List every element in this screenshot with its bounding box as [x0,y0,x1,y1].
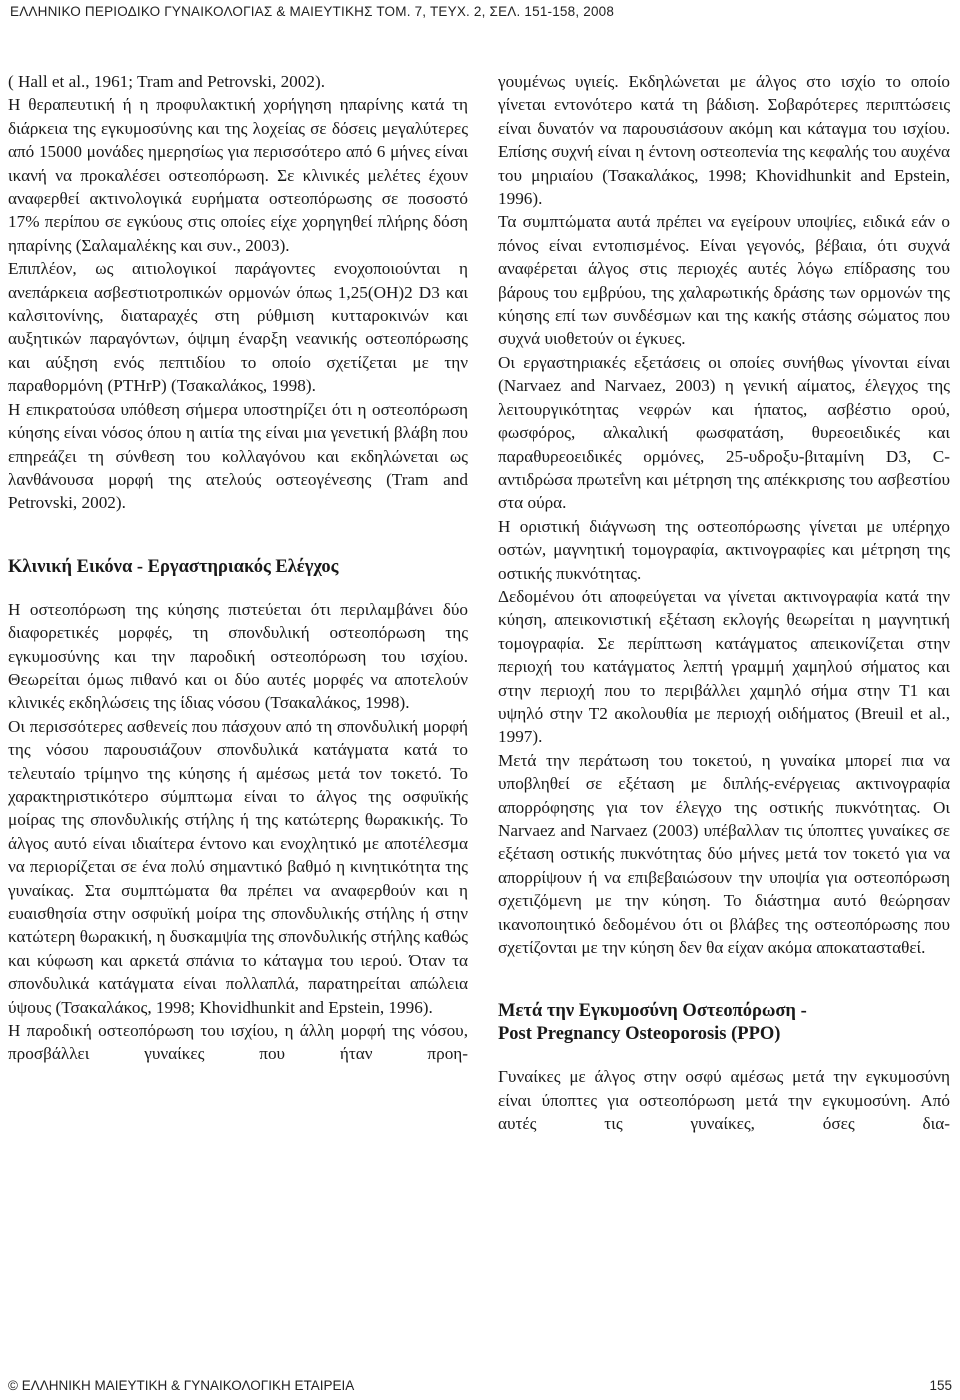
section-heading-line: Μετά την Εγκυμοσύνη Οστεοπόρωση - [498,1001,807,1022]
section-heading-clinical-picture: Κλινική Εικόνα - Εργαστηριακός Ελέγχος [8,556,339,577]
paragraph: Γυναίκες με άλγος στην οσφύ αμέσως μετά την εγκυμοσύνη είναι ύποπτες για οστεοπόρωση μετά την εγκυμοσύνη. Από αυτές τις γυναίκες, όσες δια- [498,1067,950,1134]
paragraph: Επιπλέον, ως αιτιολογικοί παράγοντες ενοχοποιούνται η ανεπάρκεια ασβεστιοτροπικών ορμονών όπως 1,25(OH)2 D3 και καλσιτονίνης, διαταραχές στη ρύθμιση κυτταροκινών και αυξητικών παραγόντων, όψιμη έναρξη νεανικής οστεοπόρωσης και αύξηση ενός πεπτιδίου το οποίο σχετίζεται με την παραθορμόνη (PTHrP) (Τσακαλάκος, 1998). [8,259,468,396]
paragraph: Η παροδική οστεοπόρωση του ισχίου, η άλλη μορφή της νόσου, προσβάλλει γυναίκες που ήταν προη- [8,1021,468,1064]
paragraph: ( Hall et al., 1961; Tram and Petrovski, 2002). [8,72,325,91]
paragraph: Η οστεοπόρωση της κύησης πιστεύεται ότι περιλαμβάνει δύο διαφορετικές μορφές, τη σπονδυλική οστεοπόρωση της εγκυμοσύνης και την παροδική οστεοπόρωση του ισχίου. Θεωρείται όμως πιθανό και οι δύο αυτές μορφές να αποτελούν κλινικές εκδηλώσεις της ίδιας νόσου (Τσακαλάκος, 1998). [8,599,468,713]
page-footer [8,1378,952,1393]
paragraph: Οι περισσότερες ασθενείς που πάσχουν από τη σπονδυλική μορφή της νόσου παρουσιάζουν σπονδυλικά κατάγματα κατά το τελευταίο τρίμηνο της κύησης ή αμέσως μετά τον τοκετό. Το χαρακτηριστικότερο σύμπτωμα είναι το άλγος της οσφυϊκής μοίρας της σπονδυλικής στήλης ή της κατώτερης θωρακικής. Το άλγος αυτό είναι ιδιαίτερα έντονο και ενοχλητικό με αποτέλεσμα να περιορίζεται σε ένα πολύ σημαντικό βαθμό η κινητικότητα της γυναίκας. Στα συμπτώματα θα πρέπει να αναφερθούν και η ευαισθησία στην οσφυϊκή μοίρα της σπονδυλικής στήλης ή στην κατώτερη θωρακική, η δυσκαμψία της σπονδυλικής στήλης καθώς και κύφωση και αρκετά σπάνια το κάταγμα του ιερού. Όταν τα σπονδυλικά κατάγματα είναι πολλαπλά, παρατηρείται απώλεια ύψους (Τσακαλάκος, 1998; Khovidhunkit and Epstein, 1996). [8,716,468,1017]
running-head: ΕΛΛΗΝΙΚΟ ΠΕΡΙΟΔΙΚΟ ΓΥΝΑΙΚΟΛΟΓΙΑΣ & ΜΑΙΕΥΤΙΚΗΣ ΤΟΜ. 7, ΤΕΥΧ. 2, ΣΕΛ. 151-158, 2008 [10,4,615,19]
left-column [8,70,468,1066]
paragraph: Τα συμπτώματα αυτά πρέπει να εγείρουν υποψίες, ειδικά εάν ο πόνος είναι εντοπισμένος. Είναι γεγονός, βέβαια, ότι συχνά αναφέρεται άλγος στις περιοχές αυτές λόγω επίδρασης του βάρους του εμβρύου, της χαλαρωτικής δράσης των ορμονών της κύησης επί των συνδέσμων και της κακής στάσης σώματος που συχνά υιοθετούν οι έγκυες. [498,212,950,349]
paragraph: Η θεραπευτική ή η προφυλακτική χορήγηση ηπαρίνης κατά τη διάρκεια της εγκυμοσύνης και της λοχείας σε δόσεις μεγαλύτερες από 15000 μονάδες ημερησίως για περισσότερο από 6 μήνες είναι ικανή να προκαλέσει οστεοπόρωση. Σε κλινικές μελέτες έχουν αναφερθεί ακτινολογικά ευρήματα οστεοπόρωσης σε ποσοστό 17% περίπου σε εγκύους στις οποίες είχε χορηγηθεί πλήρης δόση ηπαρίνης (Σαλαμαλέκης και συν., 2003). [8,95,468,255]
paragraph: Η επικρατούσα υπόθεση σήμερα υποστηρίζει ότι η οστεοπόρωση κύησης είναι νόσος όπου η αιτία της είναι μια γενετική βλάβη που επηρεάζει τη σύνθεση του κολλαγόνου και εκδηλώνεται ως λανθάνουσα μορφή της ατελούς οστεογένεσης (Tram and Petrovski, 2002). [8,399,468,513]
paragraph: Η οριστική διάγνωση της οστεοπόρωσης γίνεται με υπέρηχο οστών, μαγνητική τομογραφία, ακτινογραφίες και μέτρηση της οστικής πυκνότητας. [498,516,950,583]
paragraph: Μετά την περάτωση του τοκετού, η γυναίκα μπορεί πια να υποβληθεί σε εξέταση με διπλής-ενέργειας ακτινογραφία απορρόφησης για τον έλεγχο της οστικής πυκνότητας. Οι Narvaez and Narvaez (2003) υπέβαλλαν τις ύποπτες γυναίκες σε εξέταση οστικής πυκνότητας δύο μήνες μετά τον τοκετό για να απορρίψουν ή να επιβεβαιώσουν την υποψία για οστεοπόρωση σχετιζόμενη με την κύηση. Το διάστημα αυτό θεώρησαν ικανοποιητικό δεδομένου ότι οι βλάβες της οστεοπόρωσης που σχετίζονται με την κύηση δεν θα είχαν ακόμα αποκατασταθεί. [498,750,950,958]
page-number: 155 [929,1378,952,1393]
paragraph: Δεδομένου ότι αποφεύγεται να γίνεται ακτινογραφία κατά την κύηση, απεικονιστική εξέταση εκλογής θεωρείται η μαγνητική τομογραφία. Σε περίπτωση κατάγματος απεικονίζεται στην περιοχή του κατάγματος λεπτή γραμμή χαμηλού σήματος και στην περιοχή που το περιβάλλει χαμηλό σήμα στην Τ1 και υψηλό στην Τ2 ακολουθία με περιοχή οιδήματος (Breuil et al., 1997). [498,586,950,747]
paragraph: γουμένως υγιείς. Εκδηλώνεται με άλγος στο ισχίο το οποίο γίνεται εντονότερο κατά τη βάδιση. Σοβαρότερες περιπτώσεις είναι δυνατόν να παρουσιάσουν ακόμη και κάταγμα του ισχίου. Επίσης συχνή είναι η έντονη οστεοπενία της κεφαλής του αυχένα του μηριαίου (Τσακαλάκος, 1998; Khovidhunkit and Epstein, 1996). [498,72,950,209]
section-heading-line: Post Pregnancy Osteoporosis (PPO) [498,1024,781,1045]
section-heading-post-pregnancy [498,1000,950,1046]
paragraph: Οι εργαστηριακές εξετάσεις οι οποίες συνήθως γίνονται είναι (Narvaez and Narvaez, 2003) η γενική αίματος, έλεγχος της λειτουργικότητας νεφρών και ήπατος, ασβέστιο ορού, φωσφόρος, αλκαλική φωσφατάση, θυρεοειδικές και παραθυρεοειδικές ορμόνες, 25-υδροξυ-βιταμίνη D3, C-αντιδρώσα πρωτεΐνη και μέτρηση της απέκκρισης του ασβεστίου στα ούρα. [498,352,950,513]
footer-society: © ΕΛΛΗΝΙΚΗ ΜΑΙΕΥΤΙΚΗ & ΓΥΝΑΙΚΟΛΟΓΙΚΗ ΕΤΑΙΡΕΙΑ [8,1378,355,1393]
right-column [498,70,950,1136]
